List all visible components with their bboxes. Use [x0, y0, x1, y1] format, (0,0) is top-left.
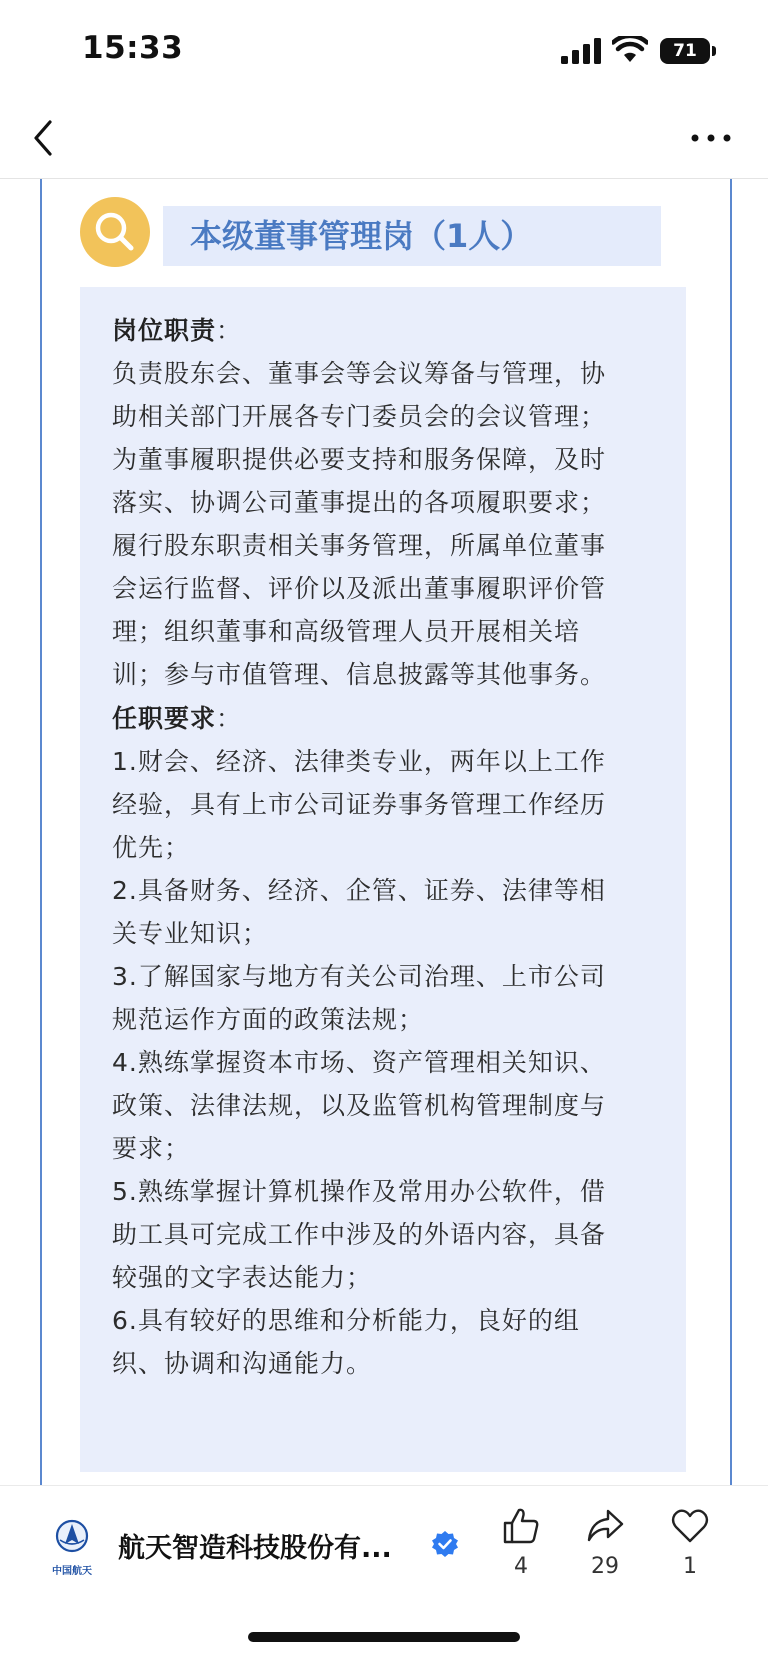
duties-line: 履行股东职责相关事务管理，所属单位董事	[112, 531, 607, 560]
duties-line: 落实、协调公司董事提出的各项履职要求；	[112, 488, 607, 517]
share-icon	[585, 1506, 625, 1546]
duties-line: 理；组织董事和高级管理人员开展相关培	[112, 617, 581, 646]
account-name[interactable]: 航天智造科技股份有...	[118, 1533, 392, 1564]
duties-line: 负责股东会、董事会等会议筹备与管理，协	[112, 359, 607, 388]
duties-heading: 岗位职责	[112, 316, 217, 345]
requirements-line: 4.熟练掌握资本市场、资产管理相关知识、	[112, 1048, 606, 1077]
section-title: 本级董事管理岗（1人）	[190, 217, 533, 255]
like-count: 4	[514, 1554, 528, 1579]
back-button[interactable]	[22, 114, 66, 162]
share-count: 29	[591, 1554, 619, 1579]
wifi-icon	[612, 36, 648, 64]
requirements-line: 1.财会、经济、法律类专业，两年以上工作	[112, 747, 606, 776]
signal-icon	[561, 38, 601, 64]
share-button[interactable]	[575, 1506, 635, 1596]
requirements-section: 任职要求： 1.财会、经济、法律类专业，两年以上工作 经验，具有上市公司证券事务管理工作经历 优先； 2.具备财务、经济、企管、证券、法律等相 关专业知识； 3.了解国家与地方有关公司治理、上市公司 规范运作方面的政策法规； 4.熟练掌握资本市场、资产管理相关知识、 政策、法律法规，以及监管机构管理制度与 要求； 5.熟练掌握计算机操作及常用办公软件，借 助工具可完成工作中涉及的外语内容，具备 较强的文字表达能力； 6.具有较好的思维和分析能力，良好的组 织、协调和沟通能力。	[112, 697, 672, 1385]
more-button[interactable]	[686, 120, 736, 156]
requirements-line: 6.具有较好的思维和分析能力，良好的组	[112, 1306, 580, 1335]
nav-bar	[0, 100, 768, 179]
requirements-line: 助工具可完成工作中涉及的外语内容，具备	[112, 1220, 607, 1249]
status-time: 15:33	[82, 30, 184, 66]
section-title-box	[163, 206, 661, 266]
requirements-line: 规范运作方面的政策法规；	[112, 1005, 425, 1034]
requirements-line: 2.具备财务、经济、企管、证券、法律等相	[112, 876, 606, 905]
requirements-line: 经验，具有上市公司证券事务管理工作经历	[112, 790, 607, 819]
casc-logo-icon	[48, 1518, 96, 1558]
requirements-line: 要求；	[112, 1134, 191, 1163]
chevron-left-icon	[22, 114, 66, 162]
logo-text: 中国航天	[52, 1566, 92, 1577]
duties-line: 助相关部门开展各专门委员会的会议管理；	[112, 402, 607, 431]
search-badge	[80, 197, 150, 267]
home-indicator	[248, 1632, 520, 1642]
requirements-line: 较强的文字表达能力；	[112, 1263, 373, 1292]
requirements-line: 政策、法律法规，以及监管机构管理制度与	[112, 1091, 607, 1120]
thumbs-up-icon	[501, 1506, 541, 1546]
verified-badge-icon	[431, 1530, 459, 1558]
requirements-line: 织、协调和沟通能力。	[112, 1349, 373, 1378]
requirements-line: 关专业知识；	[112, 919, 269, 948]
duties-line: 训；参与市值管理、信息披露等其他事务。	[112, 660, 607, 689]
battery-level: 71	[660, 38, 710, 64]
status-bar	[0, 0, 768, 100]
like-button[interactable]	[491, 1506, 551, 1596]
requirements-heading: 任职要求	[112, 704, 217, 733]
more-dots-icon	[686, 120, 736, 156]
account-logo[interactable]	[48, 1518, 96, 1577]
duties-line: 会运行监督、评价以及派出董事履职评价管	[112, 574, 607, 603]
search-icon	[80, 197, 150, 267]
duties-section: 岗位职责： 负责股东会、董事会等会议筹备与管理，协 助相关部门开展各专门委员会的会议管理； 为董事履职提供必要支持和服务保障，及时 落实、协调公司董事提出的各项履职要求； 履行股东职责相关事务管理，所属单位董事 会运行监督、评价以及派出董事履职评价管 理；组织董事和高级管理人员开展相关培 训；参与市值管理、信息披露等其他事务。	[112, 309, 672, 696]
duties-line: 为董事履职提供必要支持和服务保障，及时	[112, 445, 607, 474]
heart-icon	[670, 1506, 710, 1546]
battery-icon	[660, 38, 716, 64]
job-description-box	[80, 287, 686, 1472]
requirements-line: 3.了解国家与地方有关公司治理、上市公司	[112, 962, 606, 991]
requirements-line: 优先；	[112, 833, 191, 862]
favorite-button[interactable]	[660, 1506, 720, 1596]
requirements-line: 5.熟练掌握计算机操作及常用办公软件，借	[112, 1177, 606, 1206]
favorite-count: 1	[683, 1554, 697, 1579]
